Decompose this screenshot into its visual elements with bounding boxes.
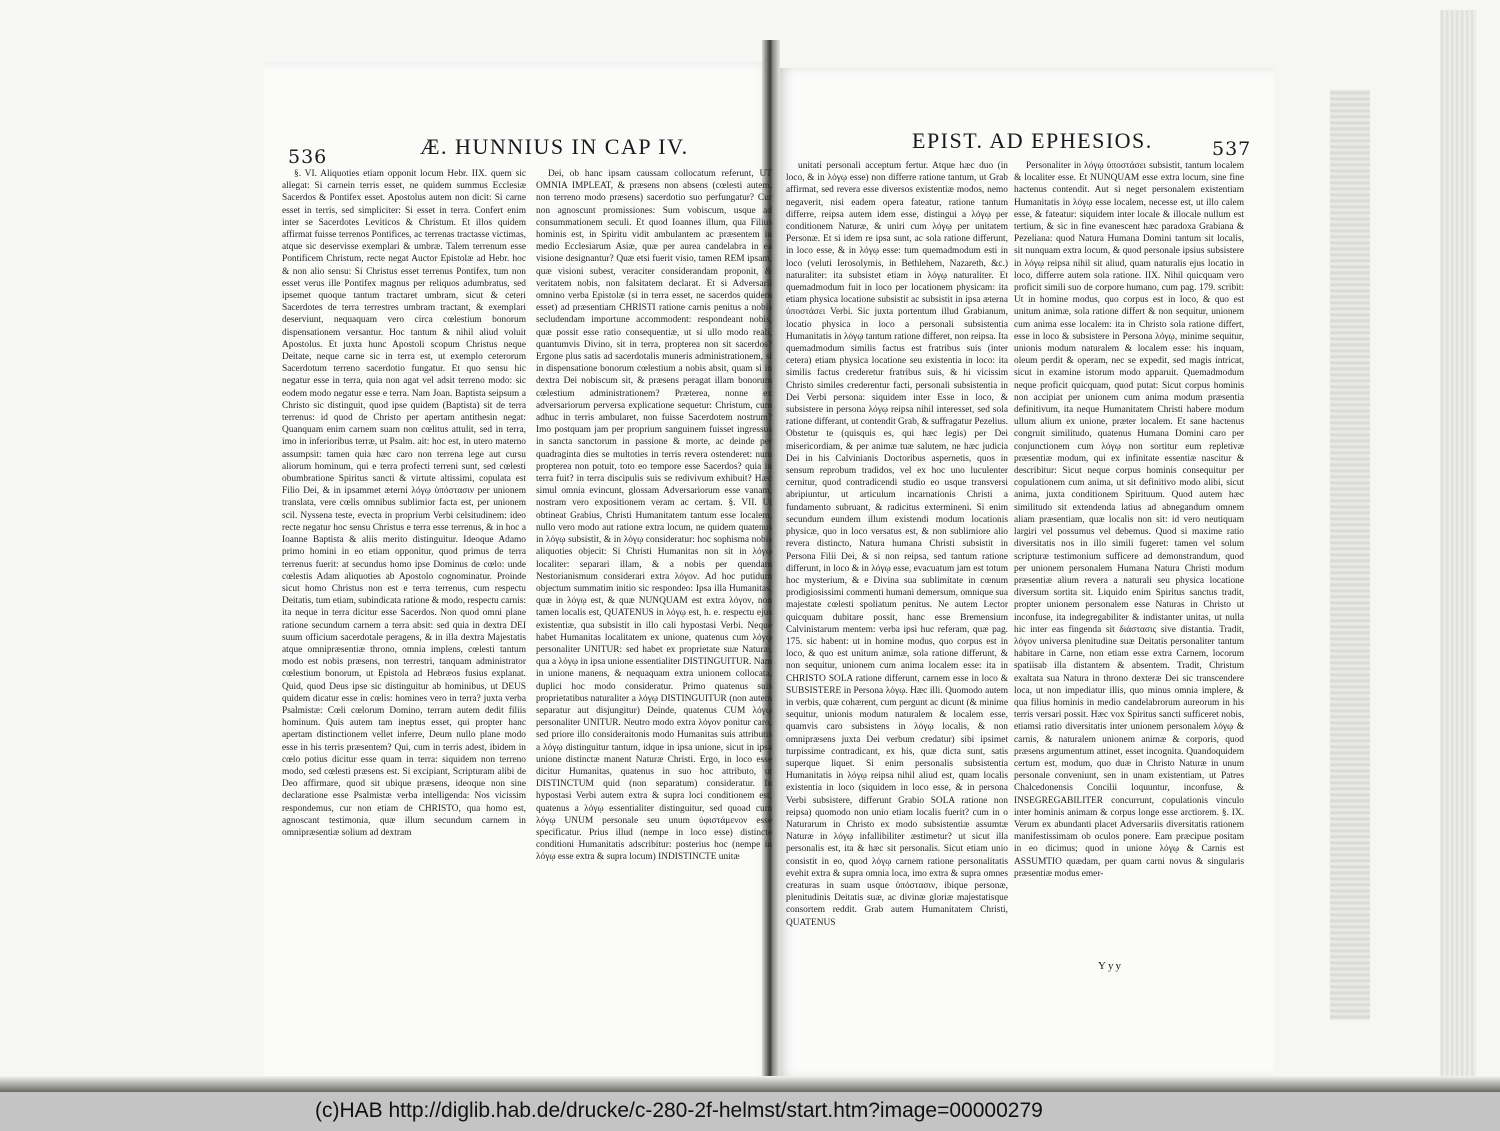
page-edge-stack bbox=[1440, 10, 1476, 1080]
bottom-shadow bbox=[0, 1076, 1500, 1092]
left-page-number: 536 bbox=[288, 146, 328, 168]
right-page-edges bbox=[1330, 90, 1370, 1020]
left-running-head: Æ. HUNNIUS IN CAP IV. bbox=[420, 134, 689, 159]
right-column-1-text: unitati personali acceptum fertur. Atque hæc duo (in loco, & in λόγῳ esse) non differre ratione tantum, ut Grab affirmat, sed revera esse diversos existentiæ modos, nemo negaverit, nisi eadem opera fateatur, ratione tantum differre, reipsa autem idem esse, distingui a λόγῳ per conditionem Naturæ, & uniri cum λόγῳ per unitatem Personæ. Et si idem re ipsa sunt, ac sola ratione differunt, in loco esse, & in λόγῳ esse: tum quemadmodum esti in loco (veluti Ierosolymis, in Bethlehem, Nazareth, &c.) naturaliter: ita subsistet etiam in λόγῳ naturaliter. Et quemadmodum fuit in loco per locationem physicam: ita etiam physica locatione subsistit ac subsistit in ipsa æterna ὑποστάσει Verbi. Sic juxta portentum illud Grabianum, locatio physica in loco a personali subsistentia Humanitatis in λόγῳ tantum ratione differet, non reipsa. Ita quemadmodum similis factus est fratribus suis (inter cetera) etiam physica locatione seu existentia in loco: ita similis factus crederetur fratribus suis, & hi vicissim Christo similes crederentur facti, personali subsistentia in Dei Verbi persona: siquidem inter Esse in loco, & subsistere in persona λόγῳ reipsa nihil interesset, sed sola ratione differant, ut contendit Grab, & suffragatur Pezelius. Obstetur te (quisquis es, qui hæc legis) per Dei misericordiam, & per animæ tuæ salutem, ne hæc judicia Dei in his Calvinianis Doctoribus aspernetis, quos in sensum reprobum tradidos, vel ex hoc uno luculenter cernitur, quod contradicendi studio eo usque transversi abripiuntur, ut articulum incarnationis Christi a fundamento subruant, & radicitus extermineni. Si enim secundum eundem illum existendi modum locationis physicæ, quo in loco versatus est, & non sublimiore alio revera distincto, Natura humana Christi subsistit in Persona Filii Dei, & si non reipsa, sed tantum ratione differunt, in loco & in λόγῳ esse, evacuatum jam est totum hoc mysterium, & e Divina sua sublimitate in cœnum prodigiosissimi commenti humani demersum, omnique sua majestate cœlesti spoliatum penitus. Ne autem Lector quicquam dubitare possit, hanc esse Bremensium Calvinistarum mentem: verba ipsi huc referam, quæ pag. 175. sic habent: ut in homine modus, quo corpus est in loco, & quo est unitum animæ, sola ratione differunt, & non sequitur, unionem cum anima localem esse: ita in CHRISTO SOLA ratione differunt, carnem esse in loco & SUBSISTERE in Persona λόγῳ. Hæc illi. Quomodo autem in verbis, quæ cohærent, cum pergunt ac dicunt (& minime sequitur, unionis modum naturalem & localem esse, quamvis caro subsistens in λόγῳ localis, & non omnipræsens juxta Dei verbum credatur) sibi ipsimet turpissime contradicant, ex his, quæ dicta sunt, satis superque liquet. Si enim personalis subsistentia Humanitatis in λόγῳ reipsa nihil aliud est, quam localis existentia in loco (siquidem in loco esse, & in persona Verbi subsistere, differunt Grabio SOLA ratione non reipsa) quomodo non unio etiam localis fuerit? cum in o Naturarum in Christo ex modo subsistentiæ assumtæ Naturæ in λόγῳ infallibiliter æstimetur? ut sicut illa personalis est, ita & hæc sit personalis. Sicut etiam unio consistit in eo, quod λόγῳ carnem ratione personalitatis evehit extra & supra omnia loca, imo extra & supra omnes creaturas in suam usque ὑπόστασιν, ibique personæ, plenitudinis Deitatis suæ, ac divinæ gloriæ majestatisque consortem reddit. Grab autem Humanitatem Christi, QUATENUS bbox=[786, 161, 1008, 928]
left-column-1-text: §. VI. Aliquoties etiam opponit locum Hebr. IIX. quem sic allegat: Si carnein terris esset, ne quidem summus Ecclesiæ Sacerdos & Pontifex esset. Apostolus autem non dicit: Si carne esset in terris, sed simpliciter: Si esset in terra. Confert enim inter se Sacerdotes Leviticos & Christum. Et illos quidem affirmat fuisse terrenos Pontifices, ac terrenas tractasse victimas, atque sic deservisse exemplari & umbræ. Talem terrenum esse Pontificem Christum, recte negat Auctor Epistolæ ad Hebr. hoc & non alio sensu: Si Christus esset terrenus Pontifex, tum non esset verus ille Pontifex magnus per reliquos adumbratus, sed ipsemet quoque tantum tractaret umbram, sicut & ceteri Sacerdotes de terra terrestres umbram tractant, & exemplari deserviunt, nequaquam vero circa cœlestium bonorum dispensationem versantur. Hoc tantum & nihil aliud voluit Apostolus. Et juxta hunc Apostoli scopum Christus neque Deitate, neque carne sic in terra est, ut exemplo ceterorum Sacerdotum terreno sacerdotio fungatur. Et quo sensu hic negatur esse in terra, quia non agat vel adsit terreno modo: sic eodem modo negatur esse e terra. Nam Joan. Baptista seipsum a Christo sic distinguit, quod ipse quidem (Baptista) sit de terra terrenus: id quod de Christo per apertam antithesin negat: Quanquam enim carnem suam non cœlitus attulit, sed in terra, imo in inferioribus terræ, ut Psalm. ait: hoc est, in utero materno assumpsit: tamen quia hæc caro non terrena lege aut cursu aliorum hominum, qui e terra profecti terreni sunt, sed cœlesti obumbratione Spiritus sancti & virtute altissimi, copulata est Filio Dei, & in ipsammet æterni λόγῳ ὑπόστασιν per unionem translata, vere cœlis omnibus sublimior facta est, per unionem scil. Nyssena teste, evecta in proprium Verbi celsitudinem: ideo recte negatur hoc sensu Christus e terra esse terrenus, & in hoc a Ioanne Baptista & aliis merito distinguitur. Ideoque Adamo primo homini in eo etiam opponitur, quod primus de terra terrenus fuerit: at secundus homo ipse Dominus de cœlo: unde cœlestis Adam aliquoties ab Apostolo cognominatur. Proinde sicut homo Christus non est e terra terrenus, cum respectu Deitatis, tum etiam, subindicata ratione & modo, respectu carnis: ita neque in terra dicitur esse Sacerdos. Non quod omni plane ratione secundum carnem a terra absit: sed quia in dextra DEI suum officium sacerdotale peragens, & in illa dextra Majestatis atque omnipræsentiæ throno, omnia implens, cœlesti tantum modo est nobis præsens, non terrestri, tanquam administrator cœlestium bonorum, ut Epistola ad Hebræos fusius explanat. Quid, quod Deus ipse sic distinguitur ab hominibus, ut DEUS quidem dicatur esse in cœlis: homines vero in terra? juxta verba Psalmistæ: Cœli cœlorum Domino, terram autem dedit filiis hominum. Quis autem tam ineptus esset, qui propter hanc apertam distinctionem vellet inferre, Deum nullo plane modo esse in his terris præsentem? Qui, cum in terris adest, ibidem in cœlo potius dicitur esse quam in terra: siquidem non terreno modo, sed cœlesti præsens est. Si excipiant, Scripturam alibi de Deo affirmare, quod sit ubique præsens, ideoque non sine declaratione esse Psalmistæ verba intelligenda: Nos vicissim respondemus, cur non etiam de CHRISTO, qua homo est, agnoscant testimonia, quæ illum secundum carnem in omnipræsentiæ solium ad dextram bbox=[282, 169, 526, 838]
left-column-2 bbox=[536, 168, 772, 994]
left-column-2-text: Dei, ob hanc ipsam caussam collocatum referunt, UT OMNIA IMPLEAT, & præsens non absens (cœlesti autem, non terreno modo præsens) sacerdotio suo perfungatur? Cur non agnoscunt promissiones: Sum vobiscum, usque ad consummationem seculi. Et quod Ioannes illum, qua Filius hominis est, in Spiritu vidit ambulantem ac præsentem in medio Ecclesiarum Asiæ, quæ per aurea candelabra in ea visione designantur? Quæ etsi fuerit visio, tamen REM ipsam, quæ visioni subest, veraciter considerandam proponit, & veritatem nobis, non falsitatem declarat. Et si Adversarii omnino verba Epistolæ (si in terra esset, ne sacerdos quidem esset) ad præsentiam CHRISTI ratione carnis penitus a nobis secludendam importune accommodent: respondeant nobis, quæ possit esse ratio consequentiæ, ut si ullo modo reali, quantumvis Divino, sit in terra, propterea non sit sacerdos? Ergone plus satis ad sacerdotalis muneris administrationem, si in dispensatione bonorum cœlestium a nobis absit, quam si in dextra Dei nobiscum sit, & præsens peragat illam bonorum cœlestium administrationem? Præterea, nonne ex adversariorum perversa explicatione sequetur: Christum, cum adhuc in terris ambularet, non fuisse Sacerdotem nostrum? Imo postquam jam per proprium sanguinem fuisset ingressus in sancta sanctorum in passione & morte, ac deinde per quadraginta dies se multoties in terris revera ostenderet: num propterea non potuit, toto eo tempore esse Sacerdos? quia in terra fuit? in terra discipulis suis se redivivum exhibuit? Hæc simul omnia evincunt, glossam Adversariorum esse vanam, nostram vero expositionem veram ac certam. §. VII. Ut obtineat Grabius, Christi Humanitatem tantum esse localem, nullo vero modo aut ratione extra locum, ne quidem quatenus in λόγῳ subsistit, & in λόγῳ consideratur: hoc sophisma nobis aliquoties objecit: Si Christi Humanitas non sit in λόγῳ localiter: separari illam, & a nobis per quendam Nestorianismum considerari extra λόγον. Ad hoc putidum objectum summatim initio sic respondeo: Ipsa illa Humanitas, quæ in λόγῳ est, & quæ NUNQUAM est extra λόγον, non tamen localis est, QUATENUS in λόγῳ est, h. e. respectu ejus existentiæ, qua subsistit in illo cali hypostasi Verbi. Neque habet Humanitas localitatem ex unione, quatenus cum λόγῳ personaliter UNITUR: sed habet ex proprietate suæ Naturæ, qua a λόγῳ in ipsa unione essentialiter DISTINGUITUR. Nam in unione manens, & nequaquam extra unionem collocata, duplici hoc modo consideratur. Primo quatenus suis proprietatibus naturaliter a λόγῳ DISTINGUITUR (non autem separatur aut disjungitur) Deinde, quatenus CUM λόγῳ personaliter UNITUR. Neutro modo extra λόγον ponitur caro, sed priore illo consideraitonis modo Humanitas suis attributis a λόγῳ distinguitur tantum, idque in ipsa unione, sicut in ipsa unione distinctæ manent Naturæ Christi. Ergo, in loco esse dicitur Humanitas, quatenus in suo hoc attributo, ut DISTINCTUM quid (non separatum) consideratur. In hypostasi Verbi autem extra & supra loci conditionem est, quatenus a λόγῳ essentialiter distinguitur, sed quoad cum λόγῳ UNUM personale seu unum ὑφιστάμενον esse specificatur. Prius illud (nempe in loco esse) distincte conditioni Humanitatis adscribitur: posterius hoc (nempe in λόγῳ esse extra & supra locum) INDISTINCTE unitæ bbox=[536, 169, 772, 863]
right-column-2-text: Personaliter in λόγῳ ὑποστάσει subsistit, tantum localem & localiter esse. Et NUNQUAM esse extra locum, sine fine hactenus contendit. Aut si neget personalem existentiam Humanitatis in λόγῳ esse localem, necesse est, ut illo calem esse, & fateatur: siquidem inter locale & illocale nullum est tertium, & sic in fine evanescent hæc paradoxa Grabiana & Pezeliana: quod Natura Humana Domini tantum sit localis, sit nunquam extra locum, & quod personale ipsius subsistere in λόγῳ reipsa nihil sit aliud, quam naturalis ejus locatio in loco, differre autem sola ratione. IIX. Nihil quicquam vero proficit simili suo de corpore humano, cum pag. 179. scribit: Ut in homine modus, quo corpus est in loco, & quo est unitum animæ, sola ratione differt & non sequitur, unionem cum anima esse localem: ita in Christo sola ratione differt, esse in loco & subsistere in Persona λόγῳ, minime sequitur, unionis modum naturalem & localem esse: his inquam, oleum perdit & operam, nec se expedit, sed magis intricat, sicut in examine istorum modo apparuit. Quemadmodum neque proficit quicquam, quod putat: Sicut corpus hominis non accipiat per unionem cum anima modum præsentia definitivum, ita neque Humanitatem Christi habere modum ullum alium ex unione, præter localem. Et sane hactenus congruit similitudo, quatenus Humana Domini caro per conjunctionem cum λόγῳ non sortitur eum repletivæ præsentiæ modum, qui ex infinitate essentiæ nascitur & describitur: Sicut neque corpus hominis consequitur per copulationem cum anima, ut sit definitivo modo alibi, sicut anima, juxta conditionem Spirituum. Quod autem hæc similitudo sit extendenda latius ad abnegandum omnem aliam præsentiam, quæ localis non sit: id vero neutiquam largiri vel possumus vel debemus. Quod si maxime ratio diversitatis nos in illo simili fugeret: tamen vel solum scripturæ testimonium sufficere ad demonstrandum, quod per unionem personalem Humana Natura Christi modum præsentiæ alium revera a naturali seu physica locatione diversum sortita sit. Liquido enim Spiritus sanctus tradit, propter unionem personalem esse Naturas in Christo ut inconfuse, ita indegregabiliter & indistanter unitas, ut nulla hic inter eas fingenda sit διάστασις sive distantia. Tradit, λόγον universa plenitudine suæ Deitatis personaliter tantum habitare in Carne, non etiam esse extra Carnem, locorum spatiisab illa distantem & absentem. Tradit, Christum exaltata sua Natura in throno dexteræ Dei sic transcendere loca, ut non impediatur illis, quo minus omnia implere, & qua filius hominis in medio candelabrorum aureorum in his terris versari possit. Hæc vox Spiritus sancti sufficeret nobis, etiamsi ratio diversitatis inter unionem personalem λόγῳ & carnis, & naturalem unionem animæ & corporis, quod præsens argumentum attinet, esset incognita. Quandoquidem certum est, modum, quo duæ in Christo Naturæ in unum personale conveniunt, sen in unam existentiam, ut Patres Chalcedonensis Concilii loquuntur, inconfuse, & INSEGREGABILITER concurrunt, copulationis vinculo inter hominis animam & corpus longe esse arctiorem. §. IX. Verum ex abundanti placet Adversariis diversitatis rationem manifestissimam ob oculos ponere. Eam præcipue positam in eo dicimus; quod in unione λόγῳ & Carnis est ASSUMTIO quædam, per quam carni novus & singularis præsentiæ modus emer- bbox=[1014, 161, 1244, 879]
right-column-1 bbox=[786, 160, 1008, 982]
left-column-1 bbox=[282, 168, 526, 998]
copyright-footer: (c)HAB http://diglib.hab.de/drucke/c-280-2f-helmst/start.htm?image=00000279 bbox=[315, 1099, 1043, 1122]
right-page-number: 537 bbox=[1212, 138, 1252, 160]
signature-mark: Yyy bbox=[1098, 960, 1123, 972]
right-column-2 bbox=[1014, 160, 1244, 982]
right-running-head: EPIST. AD EPHESIOS. bbox=[912, 128, 1153, 153]
